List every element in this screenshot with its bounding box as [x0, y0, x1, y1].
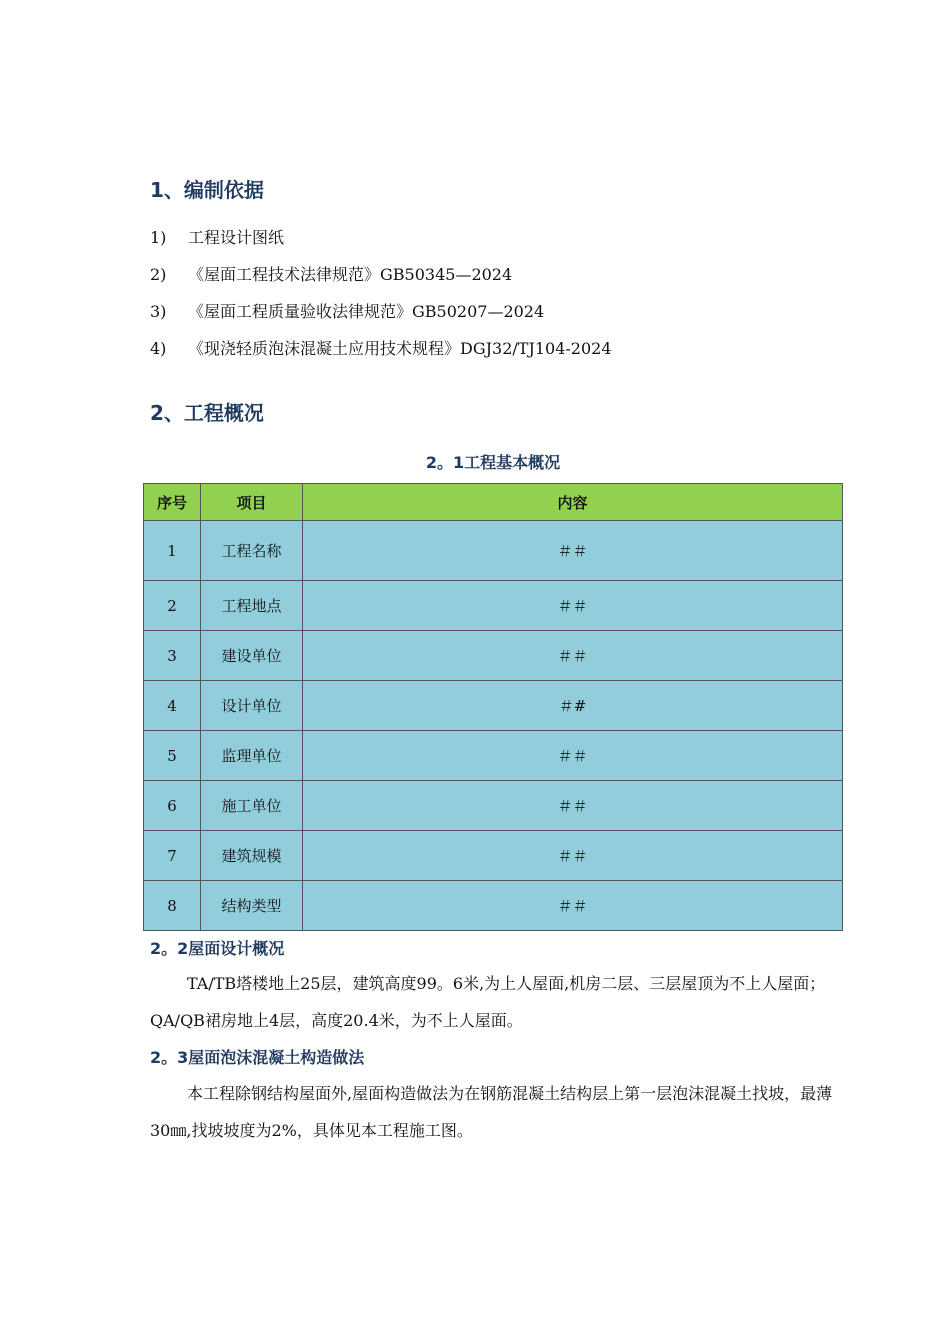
table-row	[144, 521, 843, 581]
cell-seq: 8	[144, 881, 201, 931]
subsection-title-roof-method: 2。3屋面泡沫混凝土构造做法	[150, 1048, 365, 1067]
reference-text: 《屋面工程技术法律规范》GB50345—2024	[188, 265, 513, 284]
cell-item: 建设单位	[201, 631, 303, 681]
table-caption: 2。1工程基本概况	[425, 453, 561, 472]
cell-item: 建筑规模	[201, 831, 303, 881]
cell-content: ＃＃	[303, 581, 843, 631]
cell-content: ＃#	[303, 681, 843, 731]
reference-item	[150, 263, 512, 287]
cell-seq: 6	[144, 781, 201, 831]
reference-text: 《现浇轻质泡沫混凝土应用技术规程》DGJ32/TJ104-2024	[188, 339, 612, 358]
reference-number: 2)	[150, 265, 167, 284]
reference-number: 1)	[150, 228, 167, 247]
roof-design-text: TA/TB塔楼地上25层，建筑高度99。6米,为上人屋面,机房二层、三层屋顶为不上人屋面；QA/QB裙房地上4层，高度20.4米，为不上人屋面。	[150, 974, 826, 1030]
reference-number: 4)	[150, 339, 167, 358]
cell-item: 结构类型	[201, 881, 303, 931]
reference-item	[150, 226, 284, 250]
reference-text: 工程设计图纸	[188, 228, 285, 247]
table-row	[144, 731, 843, 781]
table-header-row	[144, 484, 843, 521]
roof-method-text: 本工程除钢结构屋面外,屋面构造做法为在钢筋混凝土结构层上第一层泡沫混凝土找坡，最薄30㎜,找坡坡度为2%，具体见本工程施工图。	[150, 1084, 833, 1140]
table-row	[144, 631, 843, 681]
table-row	[144, 781, 843, 831]
section-title-basis: 1、编制依据	[150, 178, 264, 202]
cell-content: ＃＃	[303, 831, 843, 881]
table-row	[144, 881, 843, 931]
reference-text: 《屋面工程质量验收法律规范》GB50207—2024	[188, 302, 545, 321]
cell-item: 监理单位	[201, 731, 303, 781]
cell-content: ＃＃	[303, 731, 843, 781]
cell-item: 工程名称	[201, 521, 303, 581]
cell-content: ＃＃	[303, 881, 843, 931]
cell-seq: 3	[144, 631, 201, 681]
cell-seq: 1	[144, 521, 201, 581]
subsection-title-roof-design: 2。2屋面设计概况	[150, 939, 285, 958]
section-title-overview: 2、工程概况	[150, 401, 264, 425]
header-seq: 序号	[144, 484, 201, 521]
project-info-table	[143, 483, 843, 931]
cell-seq: 5	[144, 731, 201, 781]
header-item: 项目	[201, 484, 303, 521]
header-content: 内容	[303, 484, 843, 521]
roof-method-paragraph	[150, 1075, 850, 1149]
cell-content: ＃＃	[303, 781, 843, 831]
reference-item	[150, 300, 544, 324]
cell-seq: 4	[144, 681, 201, 731]
cell-content: ＃＃	[303, 631, 843, 681]
reference-item	[150, 337, 612, 361]
table-row	[144, 681, 843, 731]
table-row	[144, 831, 843, 881]
cell-content: ＃＃	[303, 521, 843, 581]
cell-item: 施工单位	[201, 781, 303, 831]
cell-seq: 2	[144, 581, 201, 631]
table-row	[144, 581, 843, 631]
cell-item: 工程地点	[201, 581, 303, 631]
reference-number: 3)	[150, 302, 167, 321]
cell-seq: 7	[144, 831, 201, 881]
roof-design-paragraph	[150, 965, 850, 1039]
cell-item: 设计单位	[201, 681, 303, 731]
